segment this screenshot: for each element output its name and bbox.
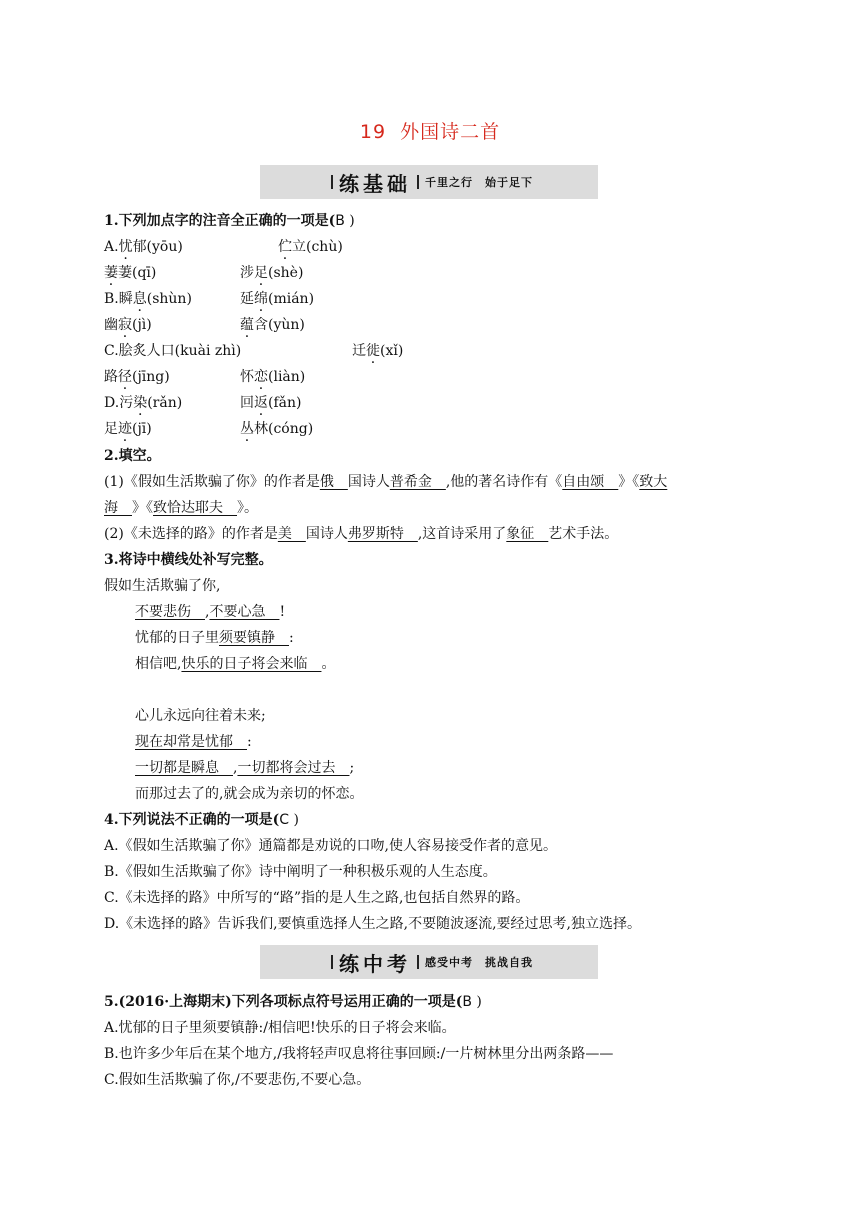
blank: 自由颂 [562,474,619,490]
section-banner-basics [260,165,598,199]
banner-title: 练中考 [339,951,411,976]
poem-line-8: 而那过去了的,就会成为亲切的怀恋。 [135,786,364,802]
q1-option-b-row2: 幽寂(jì) [104,317,152,333]
q4-option-c: C.《未选择的路》中所写的“路”指的是人生之路,也包括自然界的路。 [104,890,530,906]
q1-option-b-row1: B.瞬息(shùn) [104,291,192,307]
answer: B [335,213,345,229]
question-5-stem: 5.(2016·上海期末)下列各项标点符号运用正确的一项是(B ) [104,994,482,1010]
blank: 弗罗斯特 [347,526,418,542]
q1-option-a-word2: 伫立(chù) [278,239,343,255]
poem-line-5: 心儿永远向往着未来; [135,708,266,724]
q5-option-b: B.也许多少年后在某个地方,/我将轻声叹息将往事回顾:/一片树林里分出两条路—— [104,1046,614,1062]
poem-line-2: 不要悲伤 ,不要心急 ! [135,604,286,620]
blank: 不要心急 [209,604,280,620]
blank: 致大 [639,474,668,490]
question-2-stem: 2.填空。 [104,448,161,464]
blank: 一切都将会过去 [237,760,350,776]
blank: 海 [104,500,132,516]
q1-option-d-word4: 丛林(cóng) [240,421,314,437]
poem-line-4: 相信吧,快乐的日子将会来临 。 [135,656,336,672]
poem-line-7: 一切都是瞬息 ,一切都将会过去 ; [135,760,355,776]
q5-option-a: A.忧郁的日子里须要镇静:/相信吧!快乐的日子将会来临。 [104,1020,456,1036]
poem-line-6: 现在却常是忧郁 : [135,734,252,750]
blank: 美 [277,526,306,542]
q1-option-c-word4: 怀恋(liàn) [240,369,306,385]
answer: C [279,812,290,828]
blank: 致恰达耶夫 [153,500,237,516]
banner-subtitle: 千里之行 始于足下 [425,176,533,189]
page-title [0,117,860,144]
blank: 须要镇静 [219,630,289,646]
q4-option-d: D.《未选择的路》告诉我们,要慎重选择人生之路,不要随波逐流,要经过思考,独立选择。 [104,916,641,932]
blank: 普希金 [389,474,446,490]
q1-option-c-row2: 路径(jīng) [104,369,170,385]
blank: 不要悲伤 [135,604,205,620]
q1-option-d-row1: D.污染(rǎn) [104,395,183,411]
blank: 一切都是瞬息 [135,760,233,776]
banner-title: 练基础 [339,171,411,196]
question-1-stem: 1.下列加点字的注音全正确的一项是(B ) [104,213,355,229]
q4-option-b: B.《假如生活欺骗了你》诗中阐明了一种积极乐观的人生态度。 [104,864,497,880]
q1-option-a-row2: 萋萋(qī) [104,265,157,281]
q1-option-a-word4: 涉足(shè) [240,265,304,281]
poem-line-3: 忧郁的日子里须要镇静 : [135,630,294,646]
q1-option-c-word2: 迁徙(xǐ) [352,343,404,359]
banner-subtitle: 感受中考 挑战自我 [425,956,533,969]
q2-part1-line2: 海 》《致恰达耶夫 》。 [104,500,258,516]
q4-option-a: A.《假如生活欺骗了你》通篇都是劝说的口吻,使人容易接受作者的意见。 [104,838,558,854]
q1-option-a-row1: A.忧郁(yōu) [104,239,183,255]
q1-option-d-word2: 回返(fǎn) [240,395,302,411]
blank: 快乐的日子将会来临 [181,656,322,672]
question-4-stem: 4.下列说法不正确的一项是(C ) [104,812,299,828]
q1-option-d-row2: 足迹(jī) [104,421,152,437]
blank: 现在却常是忧郁 [135,734,247,750]
q1-option-b-word4: 蕴含(yùn) [240,317,305,333]
poem-line-1: 假如生活欺骗了你, [104,578,221,594]
answer: B [462,994,472,1010]
lesson-number: 19 [359,121,387,143]
q1-option-c-row1: C.脍炙人口(kuài zhì) [104,343,242,359]
blank: 俄 [319,474,348,490]
q1-option-b-word2: 延绵(mián) [240,291,315,307]
blank: 象征 [506,526,549,542]
lesson-title: 外国诗二首 [400,121,501,143]
question-3-stem: 3.将诗中横线处补写完整。 [104,552,273,568]
q2-part1-line1: (1)《假如生活欺骗了你》的作者是俄 国诗人普希金 ,他的著名诗作有《自由颂 》《致大 [104,474,668,490]
q5-option-c: C.假如生活欺骗了你,/不要悲伤,不要心急。 [104,1072,371,1088]
section-banner-exam [260,945,598,979]
q2-part2: (2)《未选择的路》的作者是美 国诗人弗罗斯特 ,这首诗采用了象征 艺术手法。 [104,526,619,542]
